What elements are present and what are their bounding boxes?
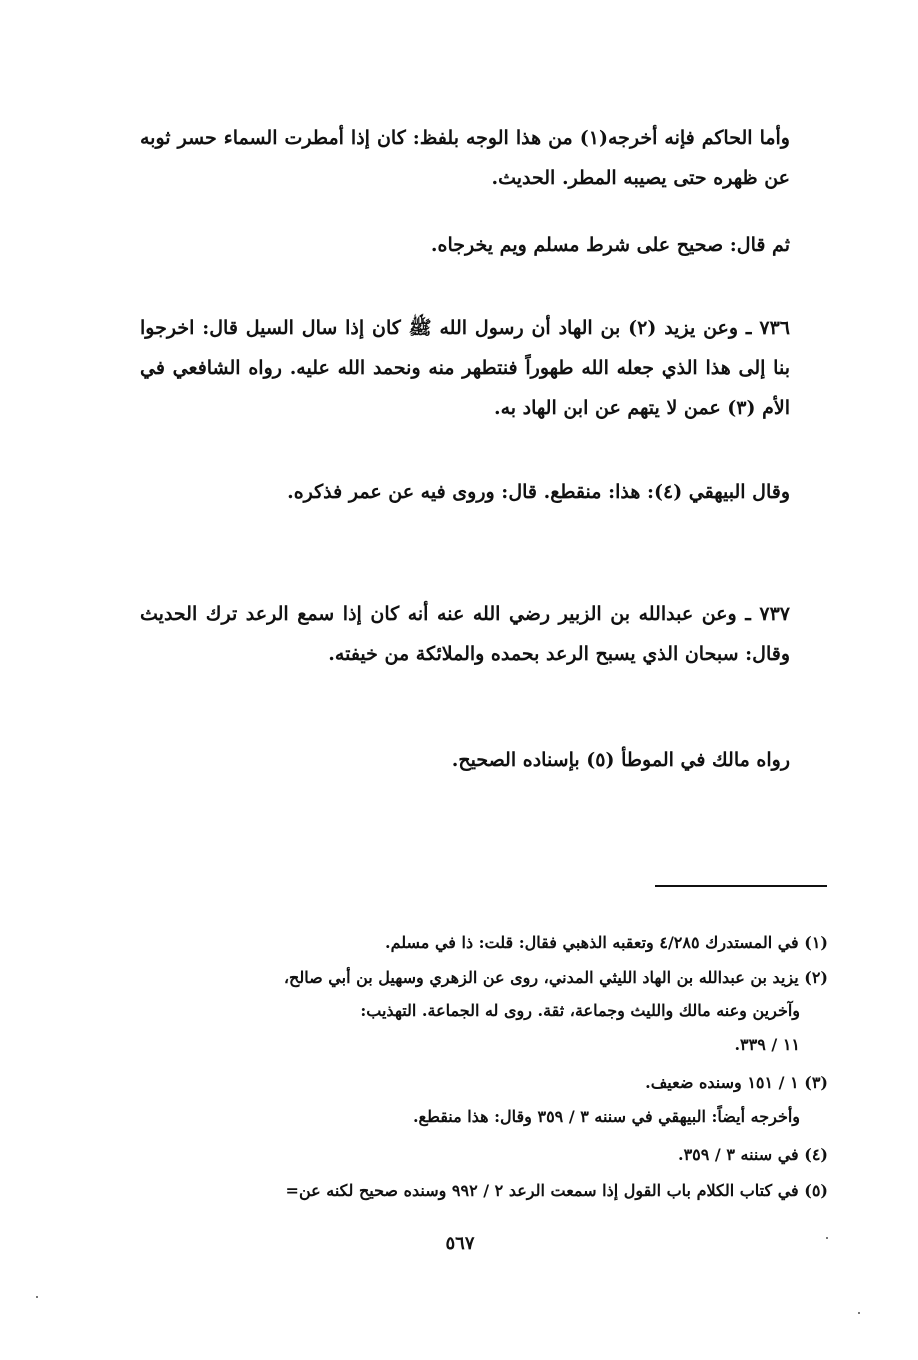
paragraph-text: ٧٣٦ ـ وعن يزيد (٢) بن الهاد أن رسول الله ﷺ كان إذا سال السيل قال: اخرجوا بنا إلى هذا الذي جعله الله طهوراً فنتطهر منه ونحمد الله عليه. رواه الشافعي في الأم (٣) عمن لا يتهم عن ابن الهاد به. [140,317,790,419]
scan-speck [858,1312,860,1314]
paragraph-text: ثم قال: صحيح على شرط مسلم ويم يخرجاه. [430,234,790,256]
footnote-4: (٤) في سننه ٣ / ٣٥٩. [677,1145,828,1164]
footnote-3-line-2: وأخرجه أيضاً: البيهقي في سننه ٣ / ٣٥٩ وقال: هذا منقطع. [412,1107,800,1126]
footnote-3: (٣) ١ / ١٥١ وسنده ضعيف. [645,1073,828,1092]
paragraph-text: وقال البيهقي (٤): هذا: منقطع. قال: وروى فيه عن عمر فذكره. [287,481,790,503]
paragraph-text: رواه مالك في الموطأ (٥) بإسناده الصحيح. [451,749,790,771]
footnote-1: (١) في المستدرك ٤/٢٨٥ وتعقبه الذهبي فقال: قلت: ذا في مسلم. [385,933,828,952]
scan-speck [826,1237,828,1239]
page-number: ٥٦٧ [445,1233,475,1254]
paragraph-text: وأما الحاكم فإنه أخرجه(١) من هذا الوجه بلفظ: كان إذا أمطرت السماء حسر ثوبه عن ظهره حتى يصيبه المطر. الحديث. [140,127,790,189]
footnote-2-line-2: وآخرين وعنه مالك والليث وجماعة، ثقة. روى له الجماعة. التهذيب: [360,1001,800,1020]
footnotes [110,0,828,1360]
footnote-5: (٥) في كتاب الكلام باب القول إذا سمعت الرعد ٢ / ٩٩٢ وسنده صحيح لكنه عن= [285,1181,828,1200]
scan-speck [36,1296,38,1298]
footnote-2-line-1: (٢) يزيد بن عبدالله بن الهاد الليثي المدني، روى عن الزهري وسهيل بن أبي صالح، [283,968,828,987]
footnote-2-line-3: ١١ / ٣٣٩. [734,1035,800,1054]
paragraph-text: ٧٣٧ ـ وعن عبدالله بن الزبير رضي الله عنه أنه كان إذا سمع الرعد ترك الحديث وقال: سبحان الذي يسبح الرعد بحمده والملائكة من خيفته. [140,603,790,665]
